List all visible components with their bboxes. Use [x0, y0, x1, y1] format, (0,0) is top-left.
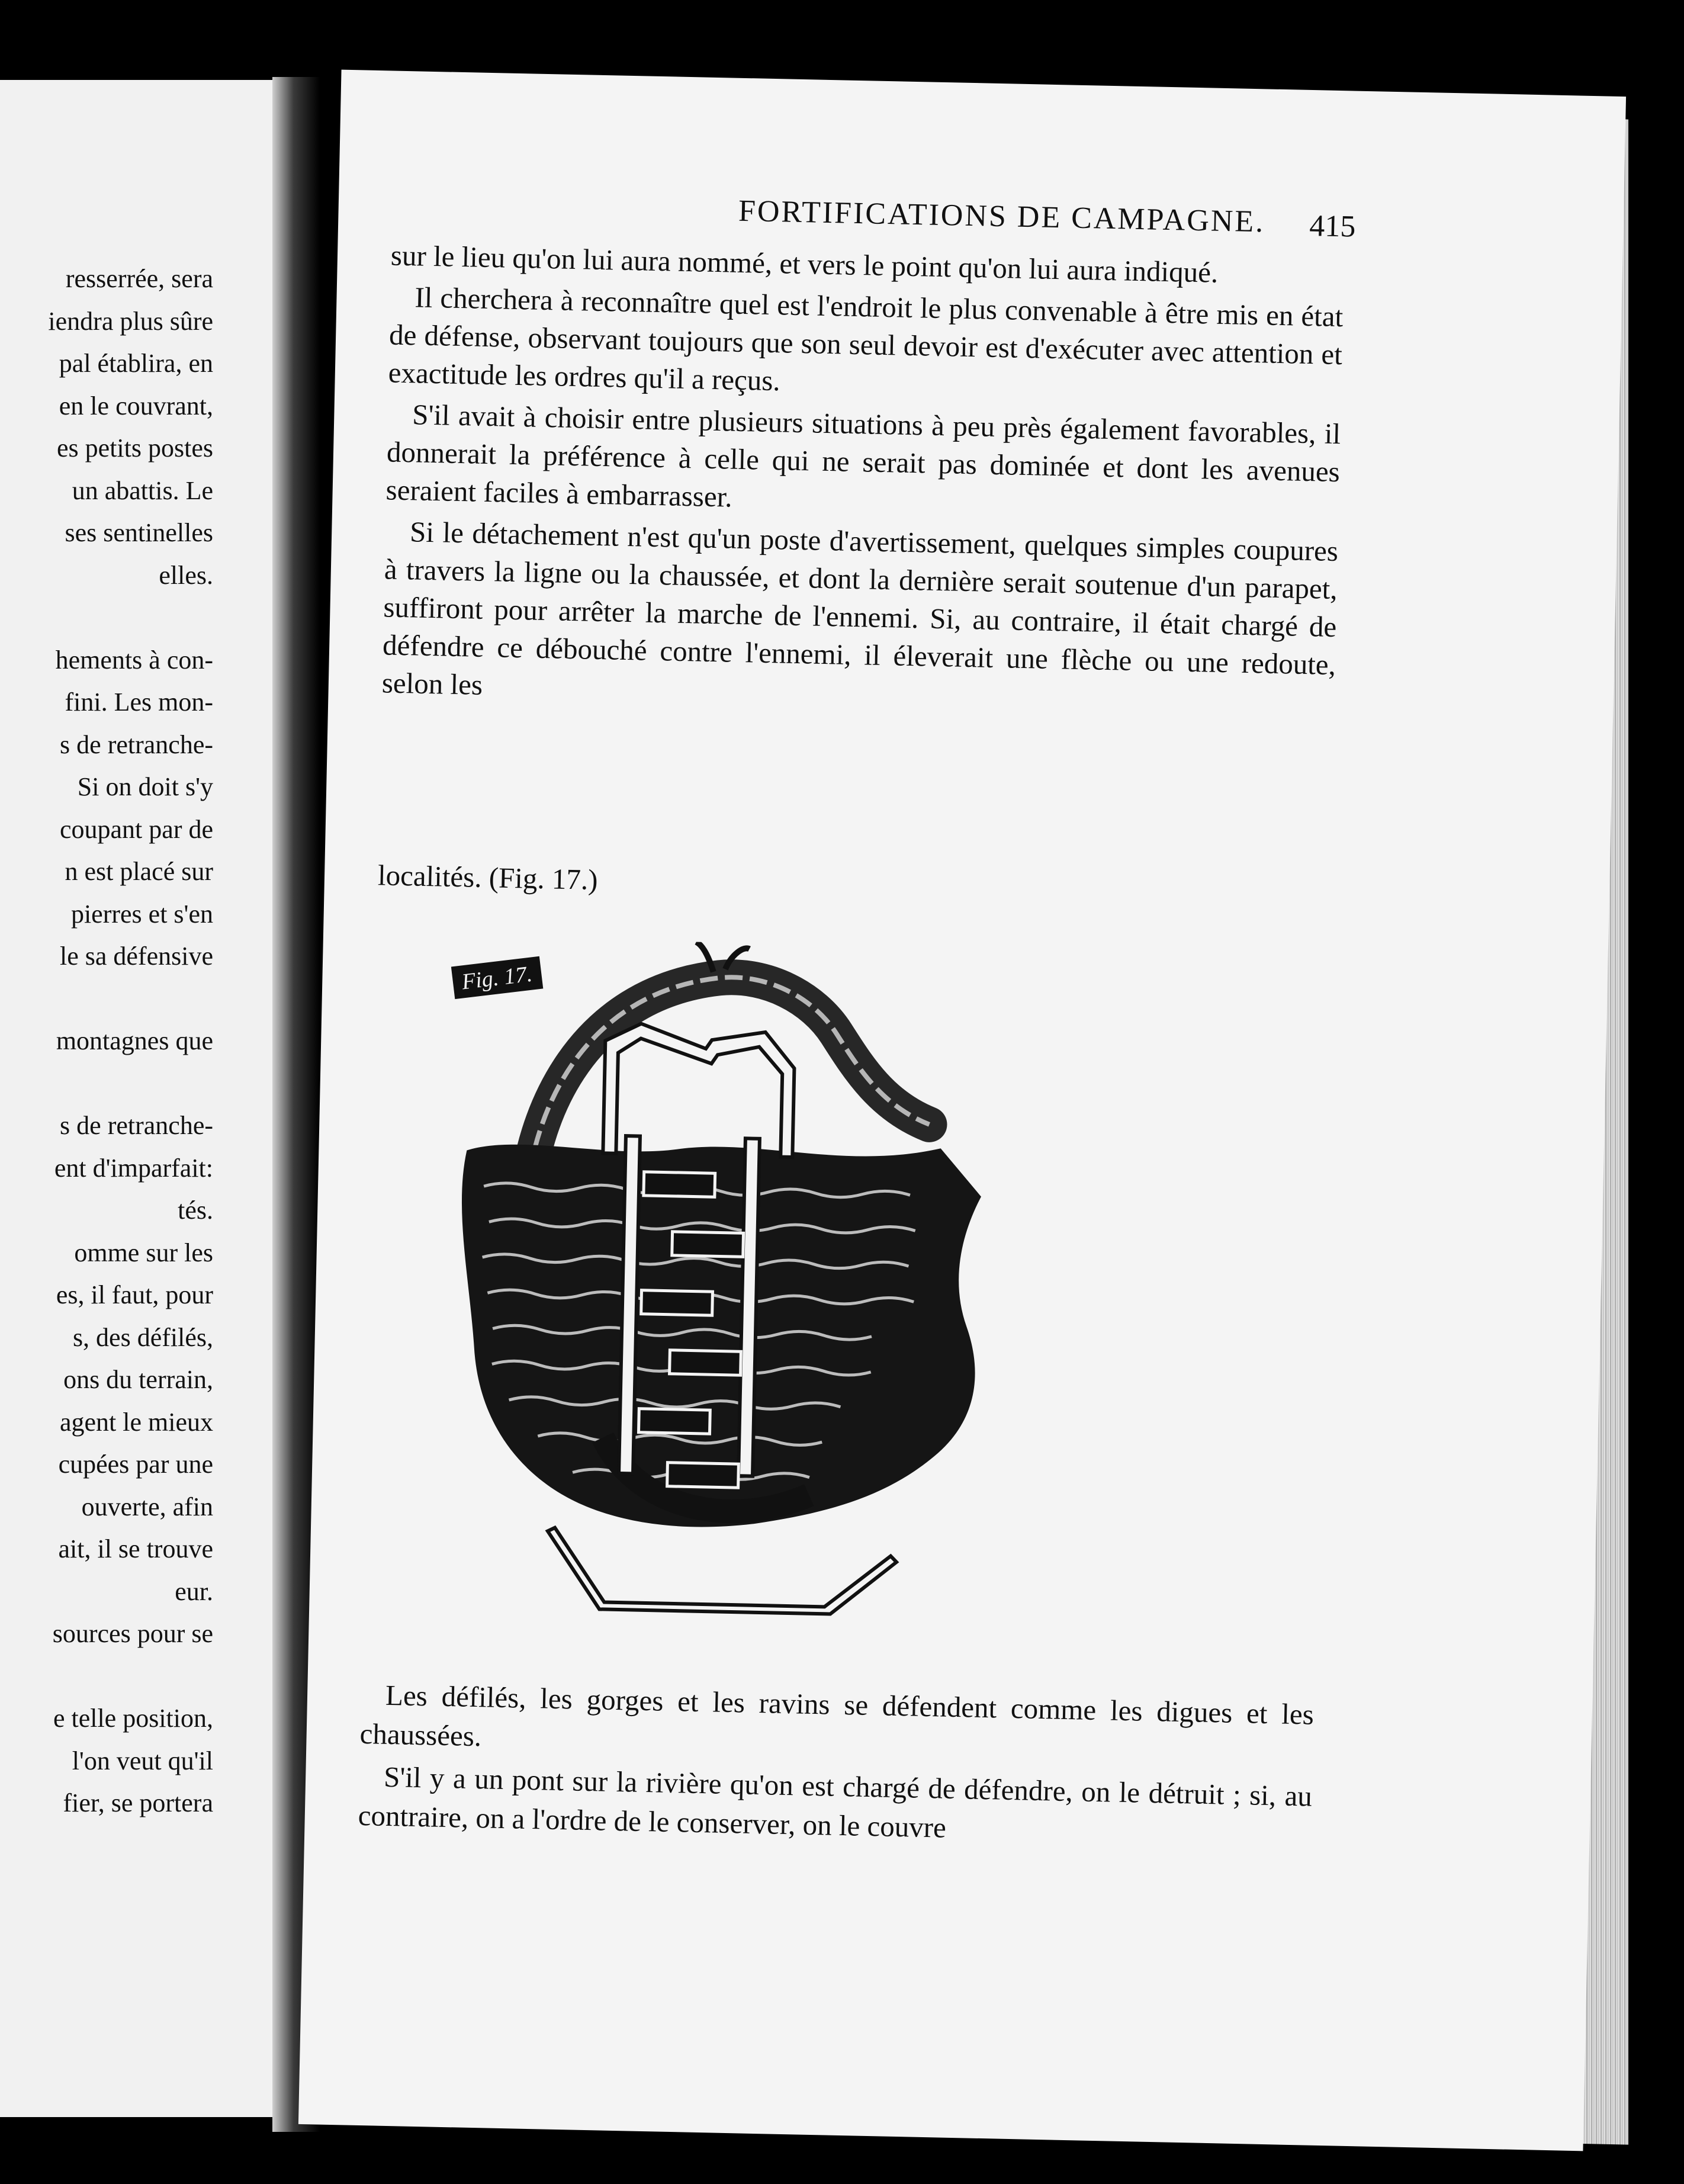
left-page-line [0, 1655, 213, 1698]
left-page-line: coupant par de [60, 814, 213, 844]
left-page-line: tés. [178, 1196, 213, 1225]
left-page-line: omme sur les [74, 1238, 213, 1267]
paragraph: Il cherchera à reconnaître quel est l'endroit le plus convenable à être mis en état de défense, observant toujours que son seul devoir est d'exécuter avec attention et exactitude les ordres qu'il a reçus. [388, 281, 1344, 397]
left-page-line: fier, se portera [63, 1788, 213, 1817]
left-page-line: agent le mieux [59, 1407, 213, 1437]
figure-17-engraving [420, 936, 1146, 1674]
running-header: FORTIFICATIONS DE CAMPAGNE. [738, 194, 1265, 239]
fleche-outline [546, 1527, 897, 1615]
left-page-line: ent d'imparfait: [54, 1153, 213, 1183]
left-page [0, 80, 278, 2117]
paragraph: sur le lieu qu'on lui aura nommé, et vers le point qu'on lui aura indiqué. [390, 239, 1219, 289]
left-page-line: elles. [159, 560, 213, 590]
left-page-line: e telle position, [53, 1704, 213, 1733]
left-page-line: un abattis. Le [72, 476, 213, 505]
left-page-line [0, 596, 213, 639]
left-page-line: es, il faut, pour [56, 1280, 213, 1309]
left-page-line [0, 1062, 213, 1105]
left-page-line: fini. Les mon- [65, 688, 213, 717]
fortification-plan-illustration [420, 936, 1146, 1674]
left-page-line: ses sentinelles [65, 518, 213, 547]
paragraph: S'il y a un pont sur la rivière qu'on est chargé de défendre, on le détruit ; si, au contraire, on a l'ordre de le conserver, on le couvre [358, 1760, 1313, 1844]
left-page-line: le sa défensive [60, 942, 213, 971]
left-page-line: iendra plus sûre [48, 306, 213, 336]
lower-text [358, 1675, 1314, 1859]
paragraph: Si le détachement n'est qu'un poste d'avertissement, quelques simples coupures à travers la ligne ou la chaussée, et dont la dernière serait soutenue d'un parapet, suffiront pour arrêter la marche de l'ennemi. Si, au contraire, il était chargé de défendre ce débouché contre l'ennemi, il éleverait une flèche ou une redoute, selon les [381, 515, 1339, 701]
figure-label-stamp [451, 955, 544, 1001]
figure-reference: localités. (Fig. 17.) [377, 859, 599, 897]
left-page-line: en le couvrant, [59, 391, 213, 420]
left-page-line: montagnes que [56, 1026, 213, 1055]
right-page [298, 70, 1626, 2151]
paragraph: Les défilés, les gorges et les ravins se défendent comme les digues et les chaussées. [359, 1678, 1315, 1753]
left-page-line: es petits postes [57, 433, 213, 463]
left-page-line: resserrée, sera [65, 264, 213, 293]
left-page-line: ouverte, afin [81, 1492, 213, 1521]
page-number: 415 [1309, 208, 1356, 244]
left-page-line: cupées par une [58, 1450, 213, 1479]
left-page-line: Si on doit s'y [77, 772, 213, 801]
left-page-line: eur. [175, 1576, 213, 1606]
left-page-line: ait, il se trouve [58, 1534, 213, 1563]
body-text [381, 236, 1344, 725]
left-page-line: s de retranche- [60, 730, 213, 759]
left-page-text [0, 258, 213, 1825]
left-page-line [0, 978, 213, 1020]
left-page-line: hements à con- [55, 645, 213, 675]
left-page-line: pal établira, en [59, 349, 213, 378]
left-page-line: s de retranche- [60, 1111, 213, 1140]
svg-text:Fig. 17.: Fig. 17. [460, 961, 534, 995]
left-page-line: pierres et s'en [70, 899, 213, 929]
left-page-line: s, des défilés, [72, 1322, 213, 1352]
left-page-line: ons du terrain, [63, 1365, 213, 1394]
paragraph: S'il avait à choisir entre plusieurs situations à peu près également favorables, il donnerait la préférence à celle qui ne serait pas dominée et dont les avenues seraient faciles à embarrasser. [385, 398, 1341, 513]
left-page-line: l'on veut qu'il [72, 1746, 213, 1775]
left-page-line: sources pour se [52, 1619, 213, 1648]
left-page-line: n est placé sur [65, 857, 213, 886]
